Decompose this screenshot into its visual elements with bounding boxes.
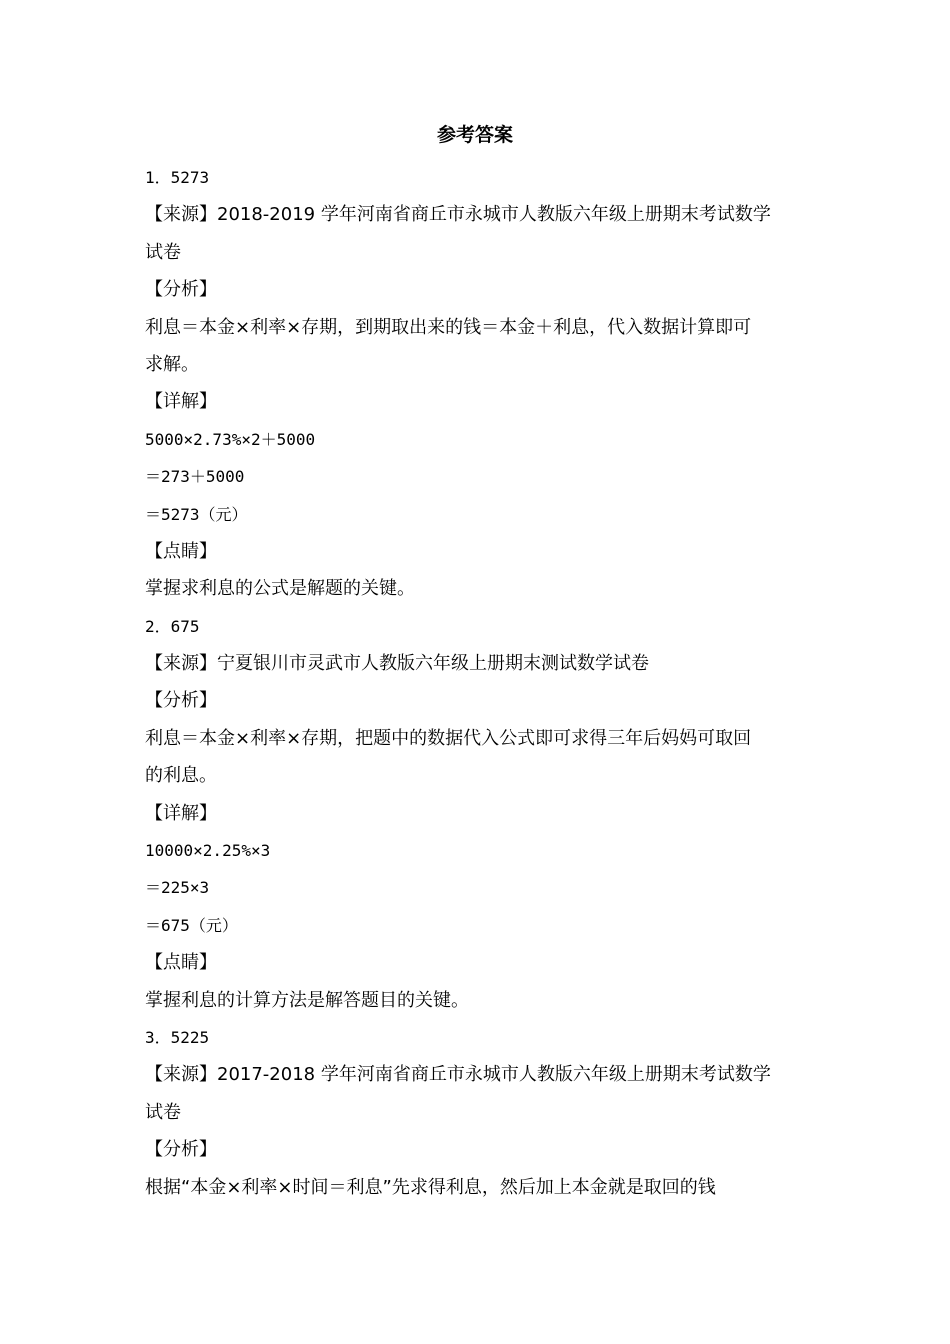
analysis-label: 【分析】	[145, 1139, 217, 1161]
page-title: 参考答案	[436, 124, 513, 146]
calculation-step: ＝273＋5000	[145, 467, 245, 487]
analysis-text: 利息＝本金×利率×存期，把题中的数据代入公式即可求得三年后妈妈可取回	[145, 727, 752, 749]
calculation-step: ＝225×3	[145, 878, 210, 898]
calculation-step: 10000×2.25%×3	[145, 841, 271, 861]
answer-source: 【来源】2018-2019 学年河南省商丘市永城市人教版六年级上册期末考试数学	[145, 204, 771, 226]
answer-source: 【来源】宁夏银川市灵武市人教版六年级上册期末测试数学试卷	[145, 653, 649, 675]
detail-label: 【详解】	[145, 802, 217, 824]
answer-source-continued: 试卷	[145, 241, 181, 263]
comment-text: 掌握利息的计算方法是解答题目的关键。	[145, 989, 469, 1011]
answer-number: 1．5273	[145, 168, 210, 187]
calculation-result: ＝675（元）	[145, 915, 238, 935]
calculation-result: ＝5273（元）	[145, 504, 248, 524]
detail-label: 【详解】	[145, 391, 217, 413]
analysis-text: 利息＝本金×利率×存期，到期取出来的钱＝本金＋利息，代入数据计算即可	[145, 316, 752, 338]
answer-number: 2．675	[145, 616, 200, 636]
comment-text: 掌握求利息的公式是解题的关键。	[145, 578, 415, 600]
analysis-text-continued: 求解。	[145, 353, 199, 375]
comment-label: 【点睛】	[145, 540, 217, 562]
answer-source: 【来源】2017-2018 学年河南省商丘市永城市人教版六年级上册期末考试数学	[145, 1064, 771, 1086]
analysis-text-continued: 的利息。	[145, 765, 217, 787]
comment-label: 【点睛】	[145, 952, 217, 974]
analysis-label: 【分析】	[145, 279, 217, 301]
analysis-text: 根据“本金×利率×时间＝利息”先求得利息，然后加上本金就是取回的钱	[145, 1176, 716, 1198]
answer-list	[145, 159, 810, 1206]
calculation-step: 5000×2.73%×2＋5000	[145, 429, 316, 449]
answer-number: 3．5225	[145, 1027, 210, 1047]
analysis-label: 【分析】	[145, 690, 217, 712]
answer-source-continued: 试卷	[145, 1101, 181, 1123]
